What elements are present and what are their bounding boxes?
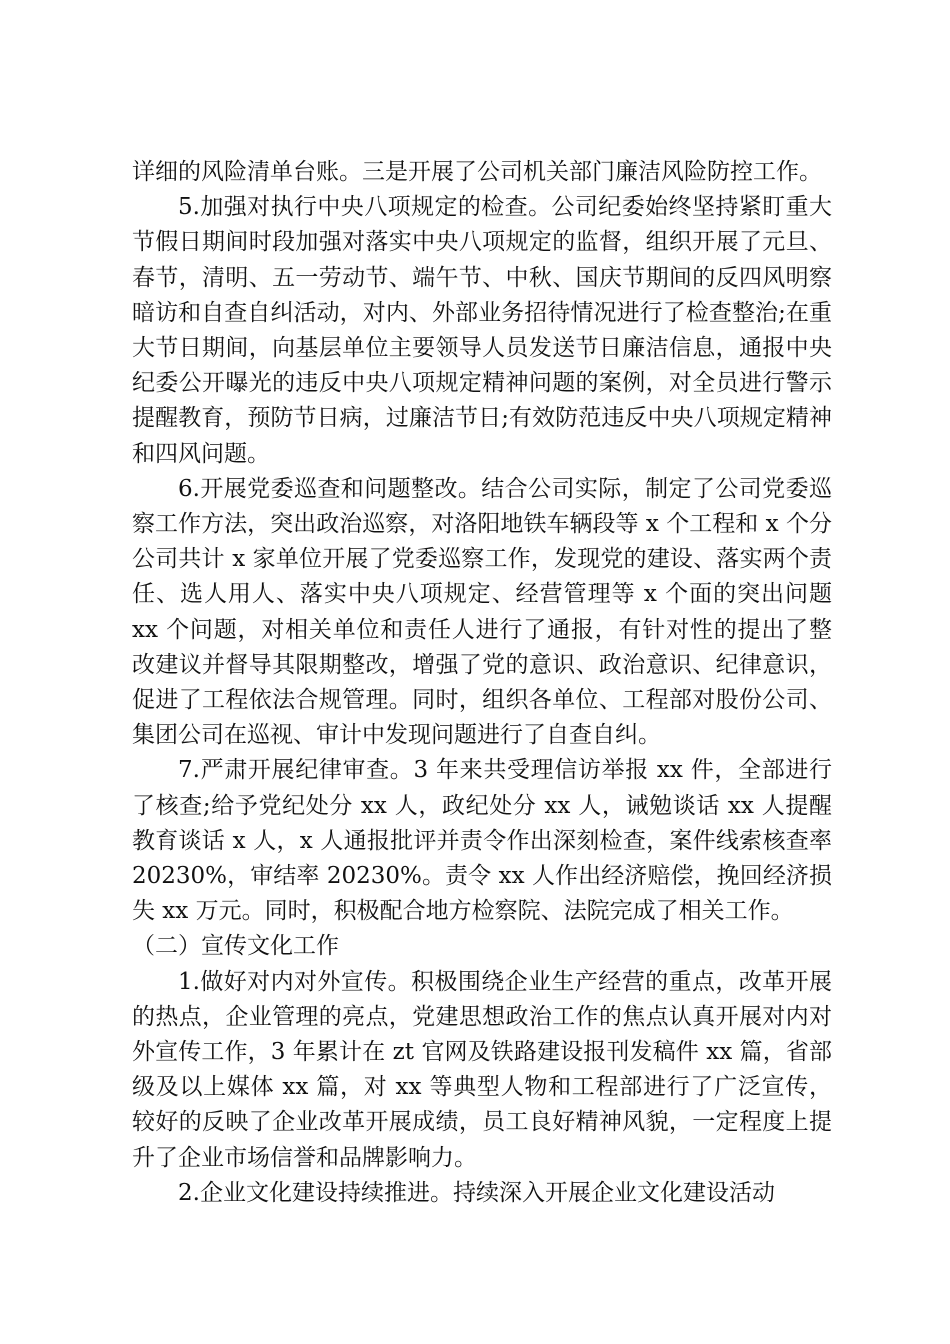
paragraph-discipline-review: 7.严肃开展纪律审查。3 年来共受理信访举报 xx 件，全部进行了核查;给予党纪处分 xx 人，政纪处分 xx 人，诫勉谈话 xx 人提醒教育谈话 x 人，x 人通报批评并责令作出深刻检查，案件线索核查率 20230%，审结率 20230%。责令 xx 人作出经济赔偿，挽回经济损失 xx 万元。同时，积极配合地方检察院、法院完成了相关工作。: [132, 757, 832, 925]
paragraph-eight-rules-inspection: 5.加强对执行中央八项规定的检查。公司纪委始终坚持紧盯重大节假日期间时段加强对落实中央八项规定的监督，组织开展了元旦、春节，清明、五一劳动节、端午节、中秋、国庆节期间的反四风明察暗访和自查自纠活动，对内、外部业务招待情况进行了检查整治;在重大节日期间，向基层单位主要领导人员发送节日廉洁信息，通报中央纪委公开曝光的违反中央八项规定精神问题的案例，对全员进行警示提醒教育，预防节日病，过廉洁节日;有效防范违反中央八项规定精神和四风问题。: [132, 194, 832, 467]
paragraph-publicity: 1.做好对内对外宣传。积极围绕企业生产经营的重点，改革开展的热点，企业管理的亮点，党建思想政治工作的焦点认真开展对内对外宣传工作，3 年累计在 zt 官网及铁路建设报刊发稿件 xx 篇，省部级及以上媒体 xx 篇，对 xx 等典型人物和工程部进行了广泛宣传，较好的反映了企业改革开展成绩，员工良好精神风貌，一定程度上提升了企业市场信誉和品牌影响力。: [132, 968, 832, 1171]
paragraph-risk-ledger: 详细的风险清单台账。三是开展了公司机关部门廉洁风险防控工作。: [132, 159, 822, 185]
paragraph-party-inspection: 6.开展党委巡查和问题整改。结合公司实际，制定了公司党委巡察工作方法，突出政治巡察，对洛阳地铁车辆段等 x 个工程和 x 个分公司共计 x 家单位开展了党委巡察工作，发现党的建设、落实两个责任、选人用人、落实中央八项规定、经营管理等 x 个面的突出问题 xx 个问题，对相关单位和责任人进行了通报，有针对性的提出了整改建议并督导其限期整改，增强了党的意识、政治意识、纪律意识，促进了工程依法合规管理。同时，组织各单位、工程部对股份公司、集团公司在巡视、审计中发现问题进行了自查自纠。: [132, 475, 832, 749]
section-heading-publicity-culture: （二）宣传文化工作: [132, 933, 339, 960]
document-body: [132, 155, 832, 1211]
paragraph-corporate-culture: 2.企业文化建设持续推进。持续深入开展企业文化建设活动: [178, 1179, 775, 1206]
